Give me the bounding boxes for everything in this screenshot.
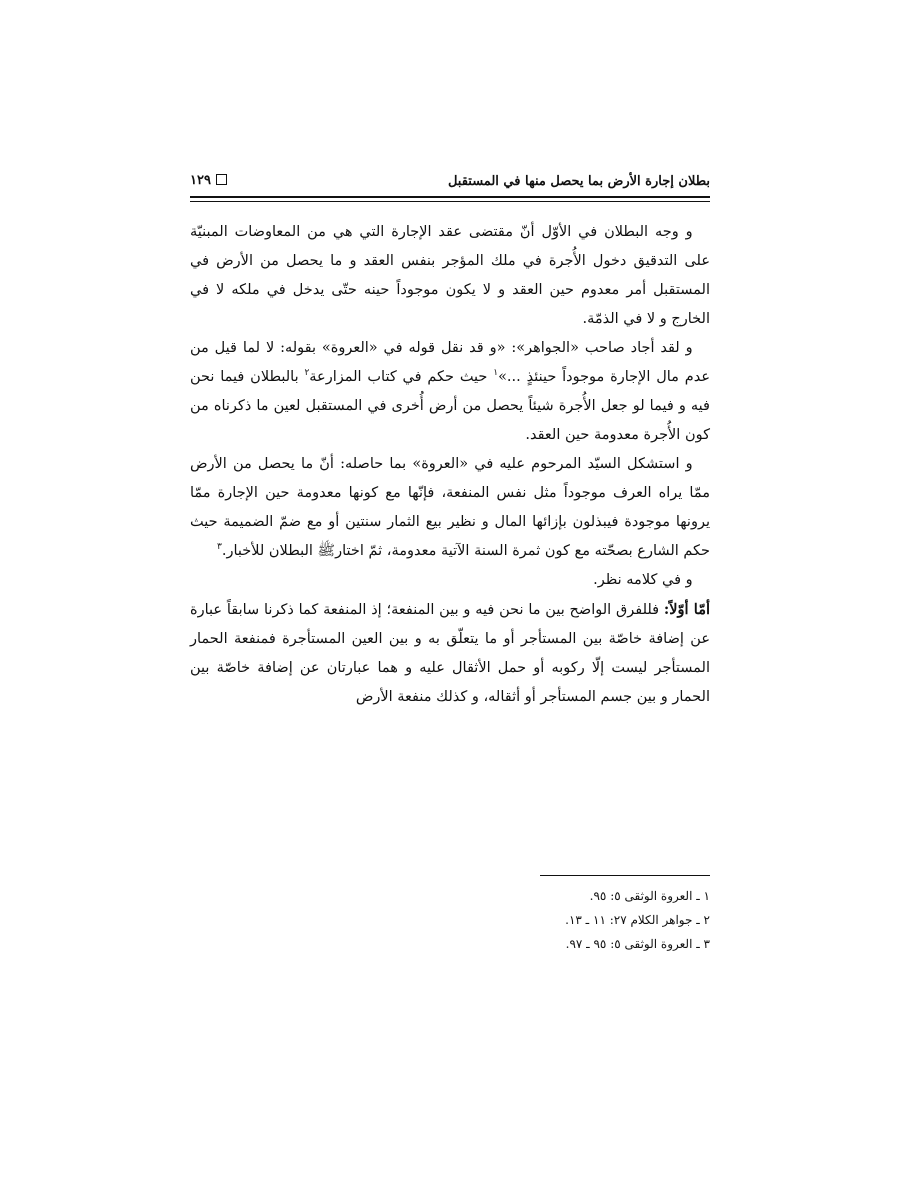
running-title: بطلان إجارة الأرض بما يحصل منها في المستقبل (447, 174, 710, 189)
footnote-rule (540, 875, 710, 876)
paragraph-5-text: فللفرق الواضح بين ما نحن فيه و بين المنفعة؛ إذ المنفعة كما ذكرنا سابقاً عبارة عن إضافة خاصّة بين المستأجر أو ما يتعلّق به و بين العين المستأجرة فمنفعة الحمار المستأجر ليست إلّا ركوبه أو حمل الأثقال عليه و هما عبارتان عن إضافة خاصّة بين الحمار و بين جسم المستأجر أو أثقاله، و كذلك منفعة الأرض (190, 602, 710, 705)
footnote-ref-2: ٢ (304, 368, 310, 379)
honorific-symbol: ﷺ (317, 543, 336, 559)
page-number-value: ١٢٩ (190, 173, 211, 188)
paragraph-3 (190, 450, 710, 566)
footnote-2: ٢ ـ جواهر الكلام ٢٧: ١١ ـ ١٣. (565, 913, 710, 927)
paragraph-2 (190, 334, 710, 450)
footnote-3: ٣ ـ العروة الوثقى ٥: ٩٥ ـ ٩٧. (565, 937, 710, 951)
footnote-ref-1: ١ (493, 368, 499, 379)
header-rule-thin (190, 201, 710, 202)
header-rule-thick (190, 196, 710, 198)
paragraph-2-part-b: حيث حكم في كتاب المزارعة (309, 369, 494, 385)
paragraph-4: و في كلامه نظر. (593, 572, 693, 588)
square-ornament-icon (216, 174, 227, 185)
paragraph-5 (190, 595, 710, 712)
paragraph-5-lead: أمّا أوّلاً: (663, 601, 711, 618)
paragraph-3-part-b: البطلان للأخبار. (221, 543, 318, 559)
paragraph-2-part-c: بالبطلان فيما نحن فيه و فيما لو جعل الأُجرة شيئاً يحصل من أرض أُخرى في المستقبل لعين ما ذكرناه من كون الأُجرة معدومة حين العقد. (190, 369, 710, 443)
main-text (190, 218, 710, 712)
paragraph-2-part-a: و لقد أجاد صاحب «الجواهر»: «و قد نقل قوله في «العروة» بقوله: لا لما قيل من عدم مال الإجارة موجوداً حينئذٍ ...» (190, 340, 710, 385)
footnote-ref-3: ٣ (217, 542, 222, 553)
paragraph-3-part-a: و استشكل السيّد المرحوم عليه في «العروة» بما حاصله: أنّ ما يحصل من الأرض ممّا يراه العرف موجوداً مثل نفس المنفعة، فإنّها مع كونها معدومة حين الإجارة ممّا يرونها موجودة فيبذلون بإزائها المال و نظير بيع الثمار سنتين أو مع ضمّ الضميمة حيث حكم الشارع بصحّته مع كون ثمرة السنة الآتية معدومة، ثمّ اختار (190, 456, 710, 559)
page-number (190, 173, 227, 188)
running-header (190, 168, 710, 194)
footnotes (190, 884, 710, 956)
paragraph-1: و وجه البطلان في الأوّل أنّ مقتضى عقد الإجارة التي هي من المعاوضات المبنيّة على التدقيق دخول الأُجرة في ملك المؤجر بنفس العقد و ما يحصل من الأرض في المستقبل أمر معدوم حين العقد و لا يكون موجوداً حينه حتّى يدخل في ملكه لا في الخارج و لا في الذمّة. (190, 224, 710, 327)
book-page (190, 168, 710, 1128)
footnote-1: ١ ـ العروة الوثقى ٥: ٩٥. (589, 889, 710, 903)
